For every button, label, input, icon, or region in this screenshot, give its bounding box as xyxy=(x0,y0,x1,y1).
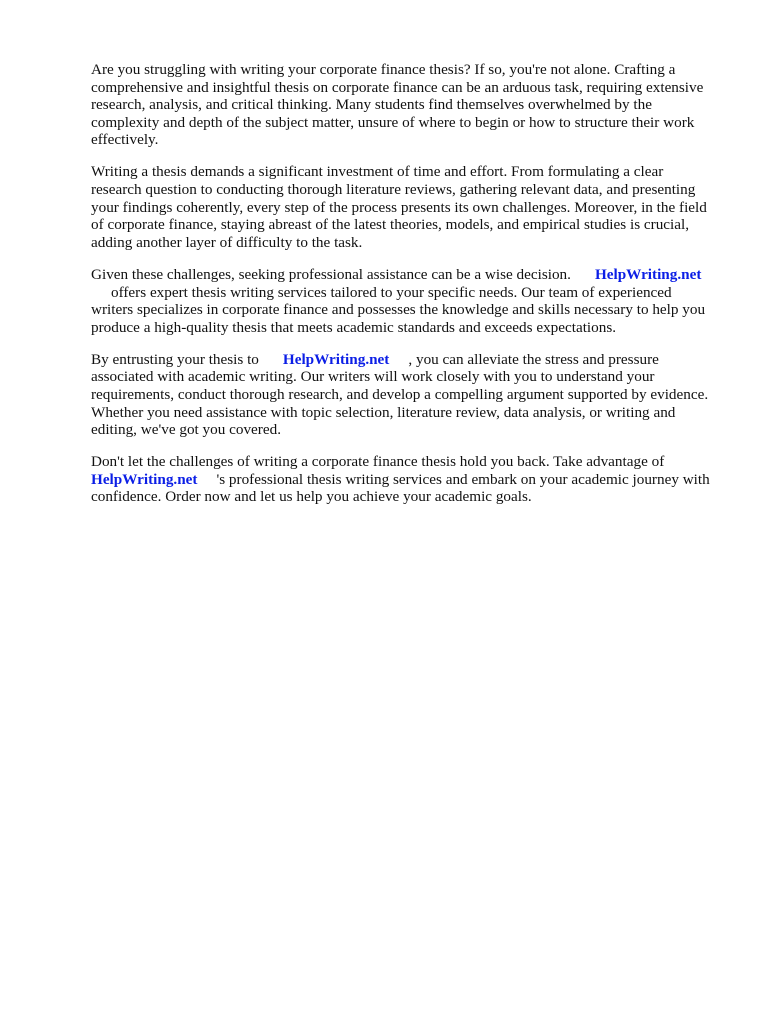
helpwriting-link[interactable]: HelpWriting.net xyxy=(282,350,390,368)
paragraph-intro xyxy=(91,61,731,149)
text-line: your findings coherently, every step of the process presents its own challenges. Moreover, in the field xyxy=(91,198,707,216)
text-segment: 's professional thesis writing services and embark on your academic journey with xyxy=(216,470,710,488)
text-line: Whether you need assistance with topic selection, literature review, data analysis, or writing and xyxy=(91,403,676,421)
text-line xyxy=(91,266,731,284)
paragraph-assistance xyxy=(91,266,731,336)
text-line: Writing a thesis demands a significant investment of time and effort. From formulating a clear xyxy=(91,163,664,181)
text-line: research, analysis, and critical thinking. Many students find themselves overwhelmed by the xyxy=(91,96,652,114)
paragraph-investment xyxy=(91,163,731,251)
text-line: writers specializes in corporate finance and possesses the knowledge and skills necessary to help you xyxy=(91,301,706,319)
text-line: of corporate finance, staying abreast of the latest theories, models, and empirical studies is crucial, xyxy=(91,216,690,234)
text-line: effectively. xyxy=(91,131,159,149)
text-line: comprehensive and insightful thesis on corporate finance can be an arduous task, requiring extensive xyxy=(91,78,704,96)
text-line: complexity and depth of the subject matter, unsure of where to begin or how to structure their work xyxy=(91,113,695,131)
text-line xyxy=(91,471,731,489)
text-line xyxy=(91,284,731,302)
text-line: requirements, conduct thorough research, and develop a compelling argument supported by evidence. xyxy=(91,386,709,403)
text-line: research question to conducting thorough literature reviews, gathering relevant data, and presenting xyxy=(91,181,696,199)
document-page xyxy=(91,61,731,521)
text-line: editing, we've got you covered. xyxy=(91,421,281,439)
text-line: produce a high-quality thesis that meets academic standards and exceeds expectations. xyxy=(91,318,617,336)
helpwriting-link[interactable]: HelpWriting.net xyxy=(594,265,702,283)
text-line: associated with academic writing. Our writers will work closely with you to understand your xyxy=(91,368,655,386)
paragraph-closing xyxy=(91,453,731,506)
text-line: confidence. Order now and let us help you achieve your academic goals. xyxy=(91,488,532,506)
text-segment: offers expert thesis writing services tailored to your specific needs. Our team of experienced xyxy=(111,283,672,301)
paragraph-entrusting xyxy=(91,351,731,439)
helpwriting-link[interactable]: HelpWriting.net xyxy=(91,470,198,488)
text-line: adding another layer of difficulty to the task. xyxy=(91,233,363,251)
text-line: Are you struggling with writing your corporate finance thesis? If so, you're not alone. Crafting a xyxy=(91,61,676,78)
text-segment: , you can alleviate the stress and pressure xyxy=(408,350,659,368)
text-segment: Given these challenges, seeking professional assistance can be a wise decision. xyxy=(91,265,571,283)
text-line xyxy=(91,351,731,369)
text-line: Don't let the challenges of writing a corporate finance thesis hold you back. Take advantage of xyxy=(91,453,665,471)
text-segment: By entrusting your thesis to xyxy=(91,350,259,368)
